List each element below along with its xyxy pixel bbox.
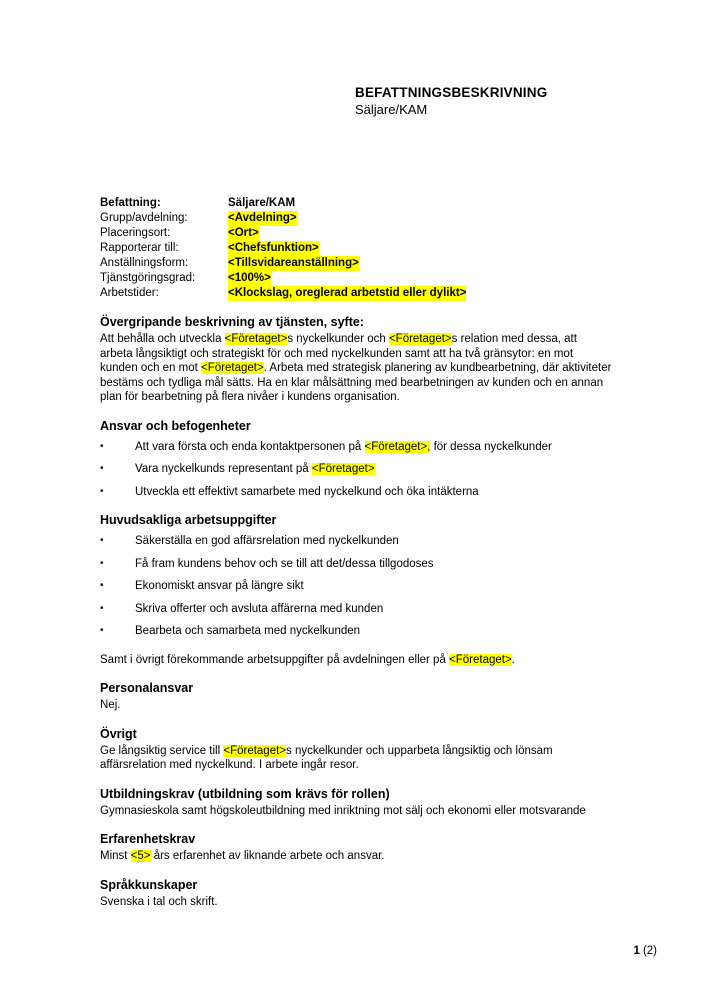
- fields-table: [100, 196, 612, 301]
- bullet-list: [100, 440, 612, 500]
- bullet-icon: •: [100, 440, 104, 452]
- section-education: [100, 786, 612, 819]
- page-number-current: 1: [633, 945, 640, 957]
- field-label: Tjänstgöringsgrad:: [100, 272, 196, 284]
- field-value-placeholder: <Klockslag, oreglerad arbetstid eller dylikt>: [228, 287, 467, 299]
- bullet-icon: •: [100, 535, 104, 546]
- field-value-placeholder: <Chefsfunktion>: [228, 242, 319, 254]
- section-other: [100, 726, 612, 773]
- section-paragraph: Ge långsiktig service till <Företaget>s nyckelkunder och upparbeta långsiktig och lönsam affärsrelation med nyckelkund. I arbete ingår resor.: [100, 744, 553, 771]
- bullet-icon: •: [100, 580, 104, 591]
- field-label: Rapporterar till:: [100, 242, 179, 254]
- field-row: [100, 271, 612, 286]
- list-item: [100, 624, 612, 639]
- bullet-text: Bearbeta och samarbeta med nyckelkunden: [135, 625, 361, 637]
- bullet-text: Skriva offerter och avsluta affärerna med kunden: [135, 602, 384, 615]
- section-paragraph: Nej.: [100, 699, 121, 711]
- bullet-icon: •: [100, 557, 104, 569]
- field-label: Grupp/avdelning:: [100, 212, 188, 224]
- section-paragraph: Gymnasieskola samt högskoleutbildning med inriktning mot sälj och ekonomi eller motsvarande: [100, 804, 586, 817]
- bullet-icon: •: [100, 602, 104, 614]
- section-overview: [100, 314, 612, 405]
- section-main-tasks: [100, 512, 612, 639]
- list-item: [100, 557, 612, 572]
- field-label: Arbetstider:: [100, 287, 159, 299]
- section-languages: [100, 877, 612, 910]
- section-paragraph: Minst <5> års erfarenhet av liknande arbete och ansvar.: [100, 850, 385, 862]
- bullet-list: [100, 534, 612, 639]
- bullet-icon: •: [100, 625, 104, 636]
- bullet-text: Säkerställa en god affärsrelation med nyckelkunden: [135, 535, 399, 547]
- section-heading: Språkkunskaper: [100, 877, 198, 892]
- section-experience: [100, 831, 612, 864]
- field-label: Placeringsort:: [100, 227, 171, 239]
- field-row: [100, 196, 612, 211]
- section-staff-responsibility: [100, 680, 612, 713]
- section-heading: Övergripande beskrivning av tjänsten, syfte:: [100, 315, 364, 329]
- field-value: Säljare/KAM: [228, 197, 296, 209]
- bullet-text: Utveckla ett effektivt samarbete med nyckelkund och öka intäkterna: [135, 485, 479, 498]
- bullet-icon: •: [100, 463, 104, 474]
- field-value-placeholder: <Avdelning>: [228, 212, 297, 224]
- list-item: [100, 534, 612, 549]
- doc-header: [355, 84, 612, 118]
- section-paragraph: Svenska i tal och skrift.: [100, 895, 218, 908]
- list-item: [100, 440, 612, 455]
- document-content: [100, 84, 612, 909]
- bullet-icon: •: [100, 485, 104, 497]
- field-value-placeholder: <Tillsvidareanställning>: [228, 257, 359, 269]
- list-item: [100, 579, 612, 594]
- section-heading: Personalansvar: [100, 681, 194, 695]
- field-label: Anställningsform:: [100, 257, 189, 269]
- section-heading: Erfarenhetskrav: [100, 832, 196, 846]
- section-heading: Utbildningskrav (utbildning som krävs för rollen): [100, 786, 390, 801]
- page-number-total: (2): [642, 945, 657, 957]
- list-item: [100, 602, 612, 617]
- field-row: [100, 286, 612, 301]
- doc-title: BEFATTNINGSBESKRIVNING: [355, 85, 548, 100]
- section-heading: Huvudsakliga arbetsuppgifter: [100, 513, 277, 527]
- bullet-text: Ekonomiskt ansvar på längre sikt: [135, 580, 304, 592]
- bullet-text: Att vara första och enda kontaktpersonen på <Företaget>, för dessa nyckelkunder: [135, 440, 552, 453]
- section-heading: Övrigt: [100, 726, 137, 741]
- field-label: Befattning:: [100, 197, 161, 209]
- list-item: [100, 462, 612, 477]
- field-row: [100, 226, 612, 241]
- field-row: [100, 256, 612, 271]
- list-item: [100, 485, 612, 500]
- field-row: [100, 211, 612, 226]
- field-row: [100, 241, 612, 256]
- section-paragraph: Att behålla och utveckla <Företaget>s nyckelkunder och <Företaget>s relation med dessa, att arbeta långsiktigt och strategiskt för och med nyckelkunden samt att ha två gränsytor: en mot kunden och en mot <Företaget>. Arbeta med strategisk planering av kundbearbetning, där aktiviteter bestäms och tydliga mål sätts. Ha en klar målsättning med bearbetningen av kunden och en annan plan för bearbetning på flera nivåer i kundens organisation.: [100, 333, 612, 403]
- bullet-text: Få fram kundens behov och se till att det/dessa tillgodoses: [135, 557, 434, 570]
- field-value-placeholder: <Ort>: [228, 227, 259, 239]
- page-number: [634, 944, 657, 959]
- bullet-text: Vara nyckelkunds representant på <Företaget>: [135, 463, 375, 475]
- section-heading: Ansvar och befogenheter: [100, 418, 251, 433]
- additional-tasks-paragraph: Samt i övrigt förekommande arbetsuppgifter på avdelningen eller på <Företaget>.: [100, 653, 515, 666]
- doc-subtitle: Säljare/KAM: [355, 102, 428, 117]
- section-responsibilities: [100, 418, 612, 500]
- field-value-placeholder: <100%>: [228, 272, 271, 284]
